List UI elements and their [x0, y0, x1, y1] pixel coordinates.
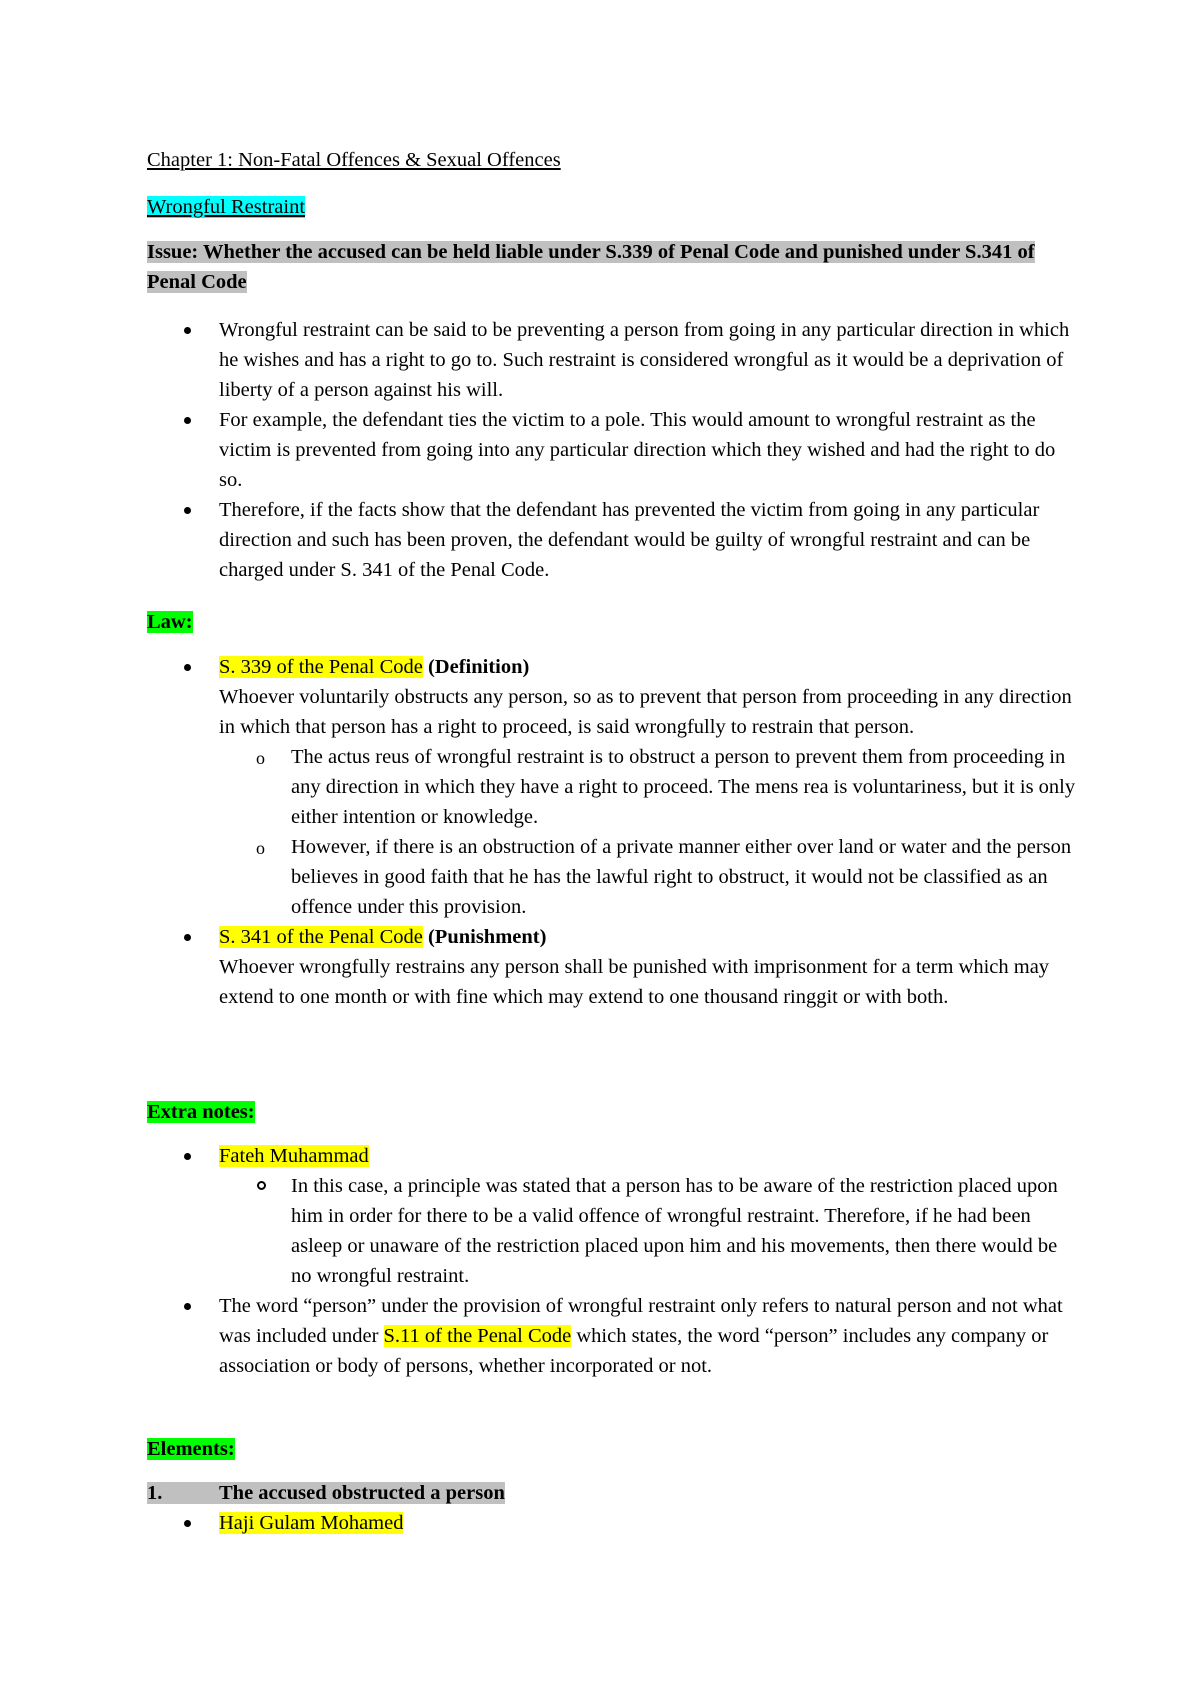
- list-item: [147, 1508, 1077, 1538]
- sub-list-item: o However, if there is an obstruction of a private manner either over land or water and the person believes in good faith that he has the lawful right to obstruct, it would not be classified as an offence under this provision.: [256, 836, 1072, 918]
- law-list: [147, 652, 1077, 1012]
- s339-definition: Whoever voluntarily obstructs any person, so as to prevent that person from proceeding in any direction in which that person has a right to proceed, is said wrongfully to restrain that person.: [219, 686, 1072, 738]
- bullet-icon: [184, 327, 191, 334]
- chapter-title: Chapter 1: Non-Fatal Offences & Sexual Offences: [147, 149, 561, 171]
- section-heading: [147, 192, 1067, 222]
- bullet-icon: [184, 417, 191, 424]
- elements-heading: Elements:: [147, 1438, 235, 1460]
- issue-statement: [147, 237, 1067, 297]
- o-bullet-icon: o: [256, 838, 265, 858]
- element-text: The accused obstructed a person: [219, 1482, 505, 1504]
- section-heading-text: Wrongful Restraint: [147, 196, 306, 218]
- case-name: Haji Gulam Mohamed: [219, 1512, 404, 1534]
- ring-bullet-icon: [257, 1181, 266, 1190]
- sub-list-item: In this case, a principle was stated that a person has to be aware of the restriction placed upon him in order for there to be a valid offence of wrongful restraint. Therefore, if he had been asleep or unaware of the restriction placed upon him and his movements, then there would be no wrongful restraint.: [219, 1171, 1077, 1291]
- o-bullet-icon: o: [256, 748, 265, 768]
- s339-reference: S. 339 of the Penal Code: [219, 656, 423, 678]
- s341-reference: S. 341 of the Penal Code: [219, 926, 423, 948]
- law-heading: Law:: [147, 611, 193, 633]
- bullet-icon: [184, 507, 191, 514]
- bullet-icon: [184, 1153, 191, 1160]
- elements-case-list: [147, 1508, 1077, 1538]
- bullet-icon: [184, 1303, 191, 1310]
- bullet-icon: [184, 664, 191, 671]
- s339-sublist: [219, 742, 1077, 922]
- case-name: Fateh Muhammad: [219, 1145, 369, 1167]
- extra-notes-heading: Extra notes:: [147, 1101, 255, 1123]
- list-item: [147, 652, 1077, 922]
- list-item: [147, 1141, 1077, 1291]
- bullet-icon: [184, 1520, 191, 1527]
- list-item: Wrongful restraint can be said to be preventing a person from going in any particular direction in which he wishes and has a right to go to. Such restraint is considered wrongful as it would be a deprivation of liberty of a person against his will.: [147, 315, 1077, 405]
- case-sublist: [219, 1171, 1077, 1291]
- list-item: The word “person” under the provision of wrongful restraint only refers to natural person and not what was included under S.11 of the Penal Code which states, the word “person” includes any company or association or body of persons, whether incorporated or not.: [147, 1291, 1077, 1381]
- list-item: For example, the defendant ties the victim to a pole. This would amount to wrongful restraint as the victim is prevented from going into any particular direction which they wished and had the right to do so.: [147, 405, 1077, 495]
- bullet-icon: [184, 934, 191, 941]
- list-item: [147, 922, 1077, 1012]
- extra-notes-list: [147, 1141, 1077, 1381]
- sub-list-item: o The actus reus of wrongful restraint is to obstruct a person to prevent them from proceeding in any direction in which they have a right to proceed. The mens rea is voluntariness, but it is only either intention or knowledge.: [256, 746, 1076, 828]
- s11-reference: S.11 of the Penal Code: [383, 1325, 572, 1347]
- element-number: 1.: [147, 1482, 163, 1504]
- issue-text: Issue: Whether the accused can be held liable under S.339 of Penal Code and punished under S.341 of Penal Code: [147, 241, 1035, 293]
- s339-tag: (Definition): [422, 656, 530, 678]
- intro-list: [147, 315, 1077, 585]
- element-item: [147, 1478, 505, 1508]
- list-item: Therefore, if the facts show that the defendant has prevented the victim from going in any particular direction and such has been proven, the defendant would be guilty of wrongful restraint and can be charged under S. 341 of the Penal Code.: [147, 495, 1077, 585]
- s341-punishment: Whoever wrongfully restrains any person shall be punished with imprisonment for a term which may extend to one month or with fine which may extend to one thousand ringgit or with both.: [219, 956, 1050, 1008]
- s341-tag: (Punishment): [422, 926, 547, 948]
